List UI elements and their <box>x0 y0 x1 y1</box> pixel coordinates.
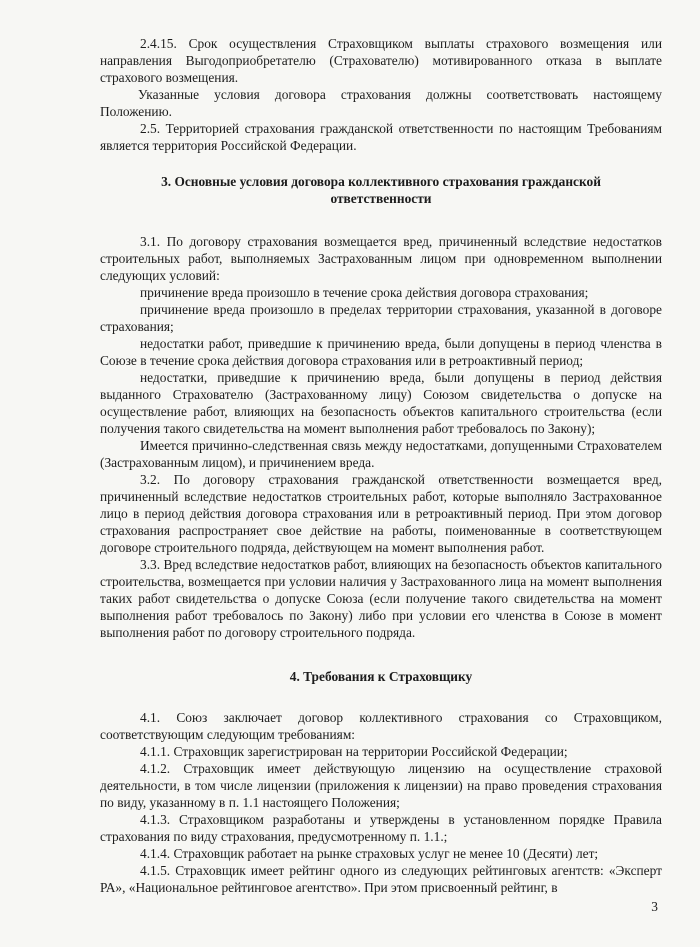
paragraph-3-1: 3.1. По договору страхования возмещается вред, причиненный вследствие недостатков строительных работ, выполняемых Застрахованным лицом при одновременном выполнении следующих условий: <box>100 234 662 283</box>
paragraph-4-1-4: 4.1.4. Страховщик работает на рынке страховых услуг не менее 10 (Десяти) лет; <box>140 846 599 861</box>
paragraph-4-1-5: 4.1.5. Страховщик имеет рейтинг одного из следующих рейтинговых агентств: «Эксперт РА», «Национальное рейтинговое агентство». При этом присвоенный рейтинг, в <box>100 863 662 895</box>
paragraph-3-2: 3.2. По договору страхования гражданской ответственности возмещается вред, причиненный вследствие недостатков строительных работ, которые выполняло Застрахованное лицо в период действия договора страхования или в ретроактивный период. При этом договор страхования распространяет свое действие на работы, поименованные в соответствующем договоре строительного подряда, действующем на момент выполнения работ. <box>100 472 662 555</box>
page-number: 3 <box>651 899 658 914</box>
condition-membership: недостатки работ, приведшие к причинению вреда, были допущены в период членства в Союзе в течение срока действия договора страхования или в ретроактивный период; <box>100 336 662 368</box>
section-3-title: 3. Основные условия договора коллективного страхования гражданской ответственности <box>161 174 601 206</box>
paragraph-4-1-1: 4.1.1. Страховщик зарегистрирован на территории Российской Федерации; <box>140 744 568 759</box>
condition-term: причинение вреда произошло в течение срока действия договора страхования; <box>140 285 589 300</box>
section-4-title: 4. Требования к Страховщику <box>289 669 473 684</box>
condition-territory: причинение вреда произошло в пределах территории страхования, указанной в договоре страхования; <box>100 302 662 334</box>
document-body <box>100 35 662 896</box>
paragraph-4-1-2: 4.1.2. Страховщик имеет действующую лицензию на осуществление страховой деятельности, в том числе лицензии (приложения к лицензии) на право проведения страхования по виду, указанному в п. 1.1 настоящего Положения; <box>100 761 662 810</box>
paragraph-4-1: 4.1. Союз заключает договор коллективного страхования со Страховщиком, соответствующим следующим требованиям: <box>100 710 662 742</box>
condition-causation: Имеется причинно-следственная связь между недостатками, допущенными Страхователем (Застрахованным лицом), и причинением вреда. <box>100 438 662 470</box>
paragraph-conditions: Указанные условия договора страхования должны соответствовать настоящему Положению. <box>100 87 662 119</box>
paragraph-3-3: 3.3. Вред вследствие недостатков работ, влияющих на безопасность объектов капитального строительства, возмещается при условии наличия у Застрахованного лица на момент выполнения таких работ свидетельства о допуске Союза (если получение такого свидетельства на момент выполнения работ требовалось по Закону) либо при условии его членства в Союзе в момент выполнения работ по договору строительного подряда. <box>100 557 662 640</box>
paragraph-4-1-3: 4.1.3. Страховщиком разработаны и утверждены в установленном порядке Правила страхования по виду страхования, предусмотренному п. 1.1.; <box>100 812 662 844</box>
paragraph-2-4-15: 2.4.15. Срок осуществления Страховщиком выплаты страхового возмещения или направления Выгодоприобретателю (Страхователю) мотивированного отказа в выплате страхового возмещения. <box>100 36 662 85</box>
condition-certificate: недостатки, приведшие к причинению вреда, были допущены в период действия выданного Страхователю (Застрахованному лицу) Союзом свидетельства о допуске на осуществление работ, влияющих на безопасность объектов капитального строительства (если получения такого свидетельства на момент выполнения работ требовалось по Закону); <box>100 370 662 436</box>
paragraph-2-5: 2.5. Территорией страхования гражданской ответственности по настоящим Требованиям является территория Российской Федерации. <box>100 121 662 153</box>
